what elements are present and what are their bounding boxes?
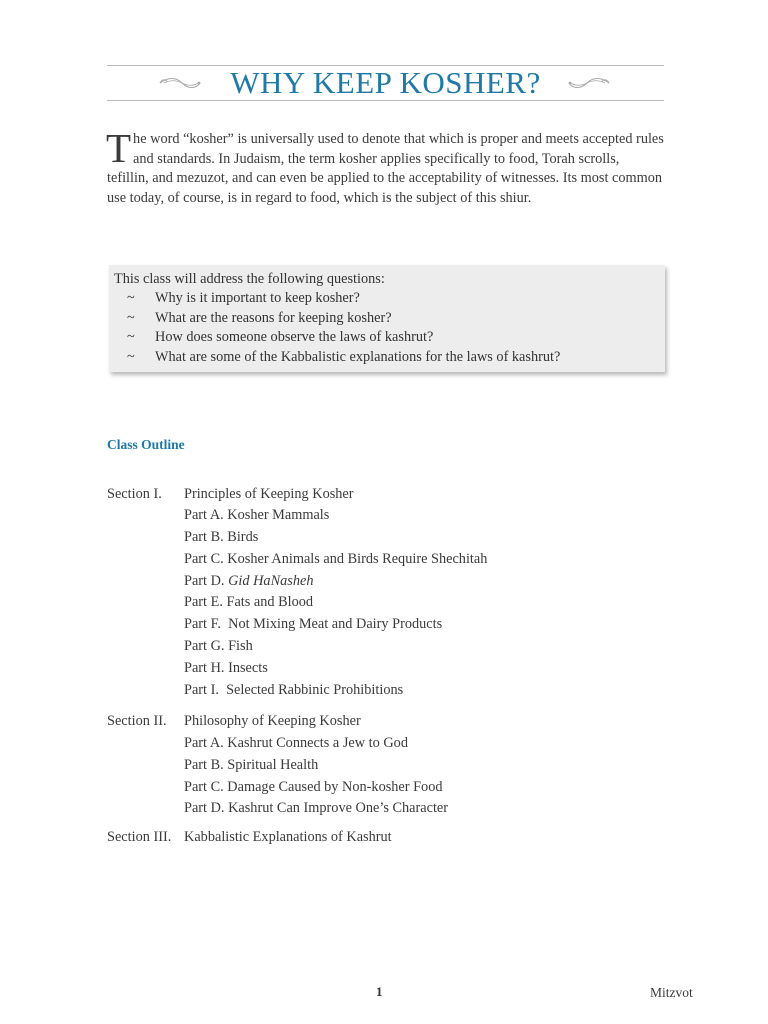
intro-paragraph <box>106 125 664 208</box>
outline-part: Part A. Kosher Mammals <box>184 507 330 523</box>
drop-cap: T <box>106 125 132 171</box>
question-text: Why is it important to keep kosher? <box>155 290 360 306</box>
outline-part: Part F. Not Mixing Meat and Dairy Products <box>184 616 443 632</box>
outline-part: Part A. Kashrut Connects a Jew to God <box>184 735 408 751</box>
section-label: Section III. <box>107 829 172 845</box>
questions-box <box>109 265 665 372</box>
page-number: 1 <box>376 984 383 999</box>
question-item <box>127 310 392 327</box>
question-item <box>127 329 433 346</box>
section-title: Kabbalistic Explanations of Kashrut <box>184 829 392 845</box>
outline-part: Part I. Selected Rabbinic Prohibitions <box>184 682 404 698</box>
outline-part: Part D. Gid HaNasheh <box>184 573 314 589</box>
outline-part: Part C. Damage Caused by Non-kosher Food <box>184 779 443 795</box>
class-outline-heading: Class Outline <box>107 437 185 452</box>
tilde-bullet: ~ <box>127 290 135 306</box>
section-title: Philosophy of Keeping Kosher <box>184 713 361 729</box>
section-title: Principles of Keeping Kosher <box>184 486 354 502</box>
title-bottom-rule <box>107 100 664 101</box>
title-block <box>107 64 664 102</box>
tilde-bullet: ~ <box>127 329 135 345</box>
outline-part: Part C. Kosher Animals and Birds Require Shechitah <box>184 551 488 567</box>
page-title: WHY KEEP KOSHER? <box>230 65 541 100</box>
section-label: Section II. <box>107 713 167 729</box>
questions-intro: This class will address the following questions: <box>114 271 385 287</box>
footer-label: Mitzvot <box>650 985 693 1000</box>
tilde-bullet: ~ <box>127 349 135 365</box>
question-text: What are the reasons for keeping kosher? <box>155 310 392 326</box>
question-item <box>127 349 560 366</box>
outline-part: Part B. Spiritual Health <box>184 757 319 773</box>
question-text: How does someone observe the laws of kashrut? <box>155 329 434 345</box>
section-label: Section I. <box>107 486 162 502</box>
outline-part: Part H. Insects <box>184 660 268 676</box>
outline-part: Part E. Fats and Blood <box>184 594 314 610</box>
question-text: What are some of the Kabbalistic explanations for the laws of kashrut? <box>155 349 561 365</box>
outline-part: Part D. Kashrut Can Improve One’s Character <box>184 800 449 816</box>
question-item <box>127 290 360 307</box>
scroll-flourish-right-icon <box>567 75 611 91</box>
outline-part: Part B. Birds <box>184 529 259 545</box>
tilde-bullet: ~ <box>127 310 135 326</box>
outline-part: Part G. Fish <box>184 638 253 654</box>
intro-text: he word “kosher” is universally used to denote that which is proper and meets accepted rules and standards. In Judaism, the term kosher applies specifically to food, Torah scrolls, tefillin, and mezuzot, and can even be applied to the acceptability of witnesses. Its most common use today, of course, is in regard to food, which is the subject of this shiur. <box>107 131 664 206</box>
